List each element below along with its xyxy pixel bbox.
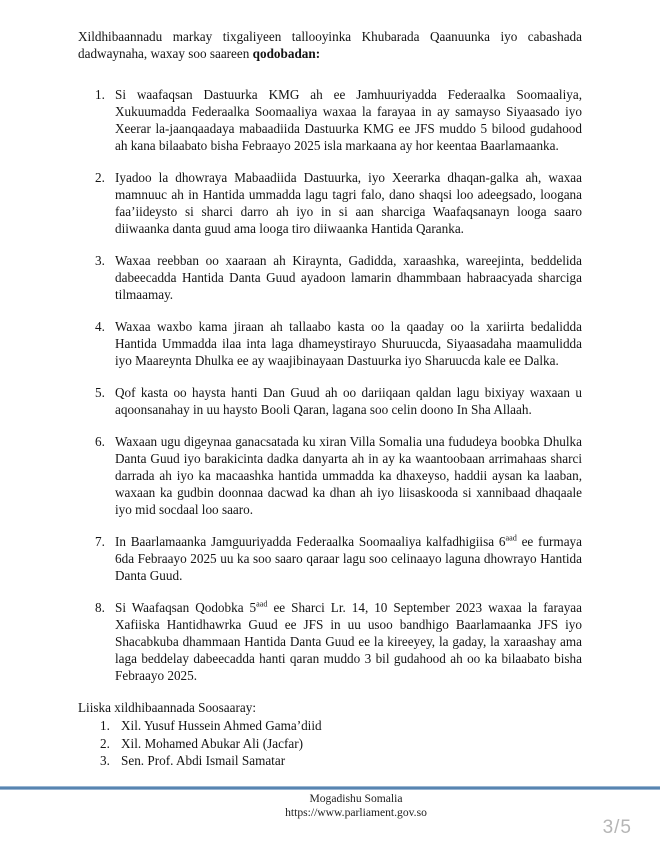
resolution-list — [78, 86, 582, 684]
ordinal-superscript: aad — [256, 599, 268, 609]
intro-text: Xildhibaannadu markay tixgaliyeen tallooyinka Khubarada Qaanuunka iyo cabashada dadwaynaha, waxay soo saareen — [78, 29, 582, 61]
item-text-segment: Waxaa reebban oo xaaraan ah Kiraynta, Gadidda, xaraashka, wareejinta, beddelida dabeecadda Hantida Danta Guud ayadoon lamarin dhammbaan habraacyada sharciga tilmaamay. — [115, 253, 582, 302]
item-number: 4. — [95, 319, 105, 334]
item-number: 8. — [95, 600, 105, 615]
item-text-segment: Waxaa waxbo kama jiraan ah tallaabo kasta oo la qaaday oo la xariirta bedalidda Hantida Ummadda ilaa inta laga dhameystirayo Shuruucda, Siyaasadaha maamulidda iyo Maareynta Dhulka ee ay waajibinayaan Dastuurka iyo Sharuucda kale ee Dalka. — [115, 319, 582, 368]
item-text-segment: Iyadoo la dhowraya Mabaadiida Dastuurka, iyo Xeerarka dhaqan-galka ah, waxaa mamnuuc ah in Hantida ummadda lagu tagri falo, dano shaqsi loo adeegsado, loogana faa’iideysto si sharci darro ah iyo in si aan sharciga Waafaqsanayn looga saaro diiwaanka danta guud ama looga tiro diiwaanka Hantida Qaranka. — [115, 170, 582, 236]
footer-location: Mogadishu Somalia — [309, 792, 403, 805]
item-text — [115, 86, 582, 154]
item-text-segment: Waxaan ugu digeynaa ganacsatada ku xiran Villa Somalia una fududeya boobka Dhulka Danta Guud iyo barakicinta dadka danyarta ah in ay ka waantoobaan arrimahaas sharci darrada ah iyo ka macaashka hantida ummadda ka dhaxeyso, haddii aysan ka laaban, waxaan ka gudbin doonnaa dacwad ka dhan ah iyo liisaskooda si xannibaad dhaqaale iyo mid socdaal loo saaro. — [115, 434, 582, 517]
item-text — [115, 433, 582, 518]
item-text-segment: ee furmaya 6da Febraayo 2025 uu ka soo saaro qaraar lagu soo celinaayo laguna dhowrayo Hantida Danta Guud. — [115, 534, 582, 583]
signer-item — [100, 752, 582, 770]
item-number: 3. — [95, 253, 105, 268]
signer-number: 1. — [100, 718, 110, 733]
item-text-segment: Qof kasta oo haysta hanti Dan Guud ah oo dariiqaan qaldan lagu bixiyay waxaan u aqoonsanahay in uu haysto Booli Qaran, lagana soo celin doono In Sha Allaah. — [115, 385, 582, 417]
item-number: 2. — [95, 170, 105, 185]
signer-name: Xil. Yusuf Hussein Ahmed Gama’diid — [121, 718, 322, 733]
resolution-item — [78, 318, 582, 369]
resolution-item — [78, 384, 582, 418]
item-number: 6. — [95, 434, 105, 449]
page-indicator: 3/5 — [602, 817, 632, 838]
intro-text-bold: qodobadan: — [252, 46, 321, 61]
intro-paragraph — [78, 28, 582, 62]
item-text-segment: In Baarlamaanka Jamguuriyadda Federaalka Soomaaliya kalfadhigiisa 6 — [115, 534, 506, 549]
item-text — [115, 599, 582, 684]
ordinal-superscript: aad — [505, 533, 517, 543]
document-footer — [52, 792, 660, 819]
resolution-item — [78, 86, 582, 154]
item-text — [115, 252, 582, 303]
resolution-item — [78, 533, 582, 584]
item-text — [115, 169, 582, 237]
document-content — [78, 28, 582, 770]
item-number: 1. — [95, 87, 105, 102]
signer-number: 3. — [100, 753, 110, 768]
resolution-item — [78, 169, 582, 237]
signers-heading: Liiska xildhibaannada Soosaaray: — [78, 700, 256, 715]
signer-list — [78, 717, 582, 770]
footer-divider — [0, 786, 660, 790]
item-text — [115, 384, 582, 418]
item-number: 5. — [95, 385, 105, 400]
item-text — [115, 533, 582, 584]
item-text — [115, 318, 582, 369]
signer-number: 2. — [100, 735, 110, 751]
item-text-segment: Si Waafaqsan Qodobka 5 — [115, 600, 257, 615]
item-text-segment: Si waafaqsan Dastuurka KMG ah ee Jamhuuriyadda Federaalka Soomaaliya, Xukuumadda Federaalka Soomaaliya waxaa la farayaa in ay samayso Siyaasado iyo Xeerar la-jaanqaadaya mabaadiida Dastuurka KMG ee JFS muddo 5 bilood gudahood ah kana bilaabato bisha Febraayo 2025 isla markaana ay hor keentaa Baarlamaanka. — [115, 87, 582, 153]
item-number: 7. — [95, 534, 105, 549]
resolution-item — [78, 599, 582, 684]
resolution-item — [78, 252, 582, 303]
item-text-segment: ee Sharci Lr. 14, 10 September 2023 waxaa la farayaa Xafiiska Hantidhawrka Guud ee JFS in uu usoo bandhigo Baarlamaanka JFS iyo Shacabkuba dhammaan Hantida Danta Guud ee la kireeyey, la gaday, la xaraashay ama laga beddelay dabeecadda hanti qaran muddo 3 bil gudahood ah oo ka bilaabato bisha Febraayo 2025. — [115, 600, 582, 683]
signer-item — [100, 717, 582, 735]
resolution-item — [78, 433, 582, 518]
signer-name: Sen. Prof. Abdi Ismail Samatar — [121, 753, 286, 768]
signer-name: Xil. Mohamed Abukar Ali (Jacfar) — [121, 735, 304, 751]
signer-item — [100, 735, 582, 753]
footer-url: https://www.parliament.gov.so — [285, 805, 427, 819]
